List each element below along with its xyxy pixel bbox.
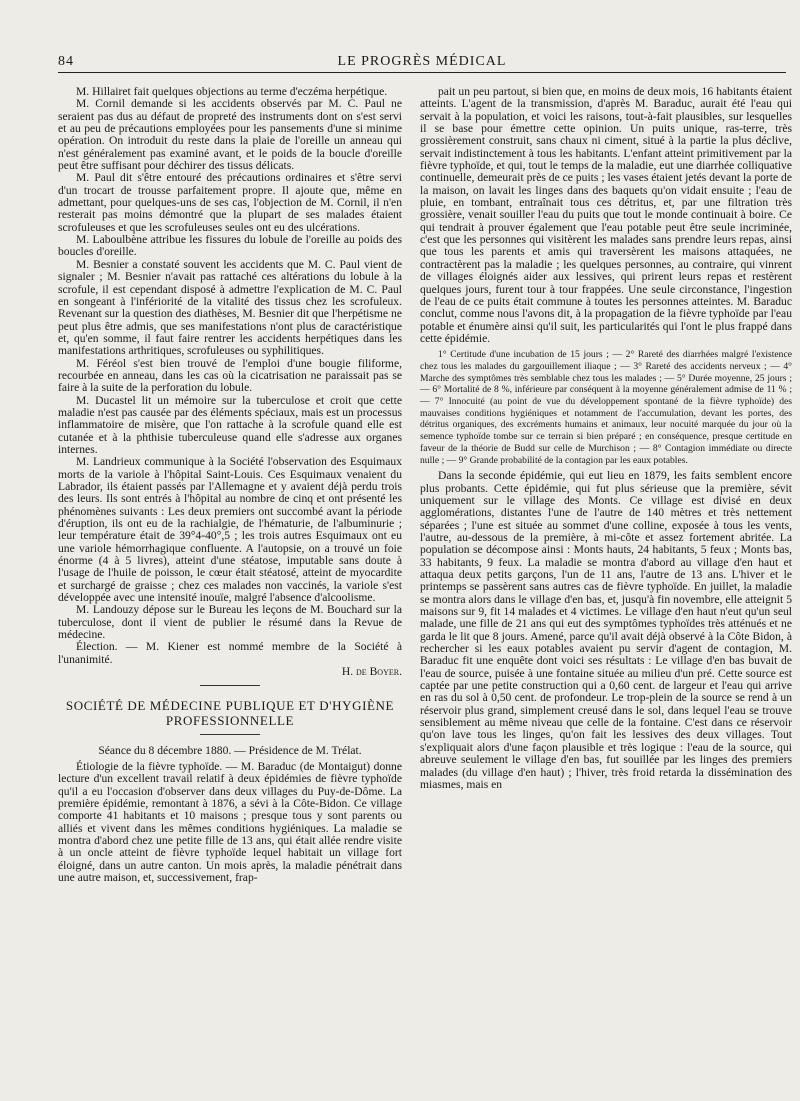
page-number: 84 <box>58 54 74 69</box>
paragraph: M. Féréol s'est bien trouvé de l'emploi d'une bougie filiforme, recourbée en anneau, dans les cas où la cicatrisation ne paraissait pas se faire à la suite de la perforation du lobule. <box>58 356 402 395</box>
paragraph: M. Landrieux communique à la Société l'observation des Esquimaux morts de la variole à l'hôpital Saint-Louis. Ces Esquimaux venaient du Labrador, ils étaient passés par l'Allemagne et y avaient déjà perdu trois des leurs. Ils sont entrés à l'hôpital au nombre de cinq et ont présenté les phénomènes suivants : Les deux premiers ont succombé avant la période d'éruption, ils ont eu de la rachialgie, de l'hématurie, de l'albuminurie ; leur température était de 39°4-40°,5 ; les trois autres Esquimaux ont eu une variole hémorrhagique confluente. A l'autopsie, on a trouvé un foie énorme (4 à 5 livres), atteint d'une stéatose, imputable sans doute à l'usage de l'huile de poisson, le cœur était stéatosé, atteint de myocardite et surchargé de graisse ; chez ces malades non vaccinés, la variole s'est développée avec une intensité inouïe, malgré l'absence d'alcoolisme. <box>58 455 402 605</box>
left-column <box>58 86 402 884</box>
paragraph: M. Laboulbène attribue les fissures du lobule de l'oreille au poids des boucles d'oreille. <box>58 233 402 259</box>
signature-line <box>58 666 402 678</box>
signature: H. de Boyer. <box>341 665 402 679</box>
divider <box>200 734 260 735</box>
running-header <box>58 50 786 73</box>
journal-title: LE PROGRÈS MÉDICAL <box>337 54 507 69</box>
paragraph: Étiologie de la fièvre typhoïde. — M. Baraduc (de Montaigut) donne lecture d'un excellent travail relatif à deux épidémies de fièvre typhoïde qu'il a eu l'occasion d'observer dans deux villages du Puy-de-Dôme. La première épidémie, remontant à 1876, a sévi à la Côte-Bidon. Ce village comporte 41 habitants et 10 maisons ; presque tous y sont parents ou alliés et vivent dans les mêmes conditions hygiéniques. La maladie se montra d'abord chez une petite fille de 13 ans, qui était allée rendre visite à un oncle atteint de fièvre typhoïde lequel habitait un village fort éloigné, dans un autre canton. Un mois après, la maladie pénétrait dans une autre maison, et, successivement, frap- <box>58 759 402 884</box>
paragraph: M. Cornil demande si les accidents observés par M. C. Paul ne seraient pas dus au défaut de propreté des instruments dont on s'est servi et au peu de précautions employées pour les pansements d'une si minime opération. On introduit du reste dans la plaie de l'oreille un anneau qui n'est généralement pas examiné avant, et le poids de la boucle d'oreille peut être suffisant pour déchirer des tissus délicats. <box>58 97 402 173</box>
footnote-list: 1° Certitude d'une incubation de 15 jours ; — 2° Rareté des diarrhées malgré l'existence chez tous les malades du gargouillement iliaque ; — 3° Rareté des accidents nerveux ; — 4° Marche des symptômes très semblable chez tous les malades ; — 5° Durée moyenne, 25 jours ; — 6° Mortalité de 8 %, inférieure par conséquent à la moyenne généralement admise de 11 % ; — 7° Innocuité (au point de vue du développement spontané de la fièvre typhoïde) des mauvaises conditions hygiéniques et notamment de l'accumulation, devant les portes, des détritus organiques, des excréments humains et animaux, leur nocuité marquée du jour où la semence typhoïde tombe sur ce terrain si bien préparé ; en conséquence, presque certitude en faveur de la théorie de Budd sur celle de Murchison ; — 8° Contagion immédiate ou directe nulle ; — 9° Grande probabilité de la contagion par les eaux potables. <box>420 349 792 466</box>
paragraph: M. Ducastel lit un mémoire sur la tuberculose et croit que cette maladie n'est pas causée par des éléments spéciaux, mais est un processus inflammatoire de misère, que l'on rattache à la scrofule quand elle est cutanée et à la phthisie tuberculeuse quand elle s'adresse aux organes internes. <box>58 393 402 456</box>
paragraph: Dans la seconde épidémie, qui eut lieu en 1879, les faits semblent encore plus probants. Cette épidémie, qui fut plus sérieuse que la première, sévit uniquement sur le village des Monts. Ce village est divisé en deux agglomérations, distantes l'une de l'autre de 140 mètres et très nettement séparées ; l'une est située au sommet d'une colline, exposée à tous les vents, l'autre, au-dessous de la première, à mi-côte et assez fortement abritée. La population se décompose ainsi : Monts hauts, 24 habitants, 5 feux ; Monts bas, 33 habitants, 9 feux. La maladie se montra d'abord au village d'en haut et attaqua deux petits garçons, l'un de 11 ans, l'autre de 13 ans. L'hiver et le printemps se passèrent sans autres cas de fièvre typhoïde. En juillet, la maladie se montra alors dans le village d'en bas, et, jusqu'à fin novembre, elle atteignit 5 maisons sur 9, fit 14 malades et 4 victimes. Le village d'en haut n'eut qu'un seul malade, une fille de 21 ans qui eut des symptômes typhoïdes très atténués et ne garda le lit que 8 jours. Amené, parce qu'il avait déjà observé à la Côte Bidon, à rechercher si les eaux potables avaient pu servir d'agent de contagion, M. Baraduc fit une enquête dont voici ses résultats : Le village d'en bas buvait de l'eau de source, puisée à une fontaine située au milieu d'un pré. Cette source est captée par une petite construction qui a 0,60 cent. de largeur et l'eau qui arrive en ras du sol à 0,50 cent. de profondeur. Le trop-plein de la source se rend à un réservoir plus grand, simplement creusé dans le sol, dans lequel l'eau se trouve sensiblement au même niveau que celle de la fontaine. C'est dans ce réservoir qu'on lave tous les linges, qu'on fait les lessives des deux villages. Tout s'expliquait alors d'une façon plausible et très logique : l'eau de la source, qui abreuve seulement le village d'en bas, fut souillée par les linges des premiers malades (du village d'en haut) ; l'hiver, très froid retarda la dissémination des miasmes, mais en <box>420 469 792 791</box>
right-column <box>420 86 792 791</box>
divider <box>200 685 260 686</box>
paragraph: M. Paul dit s'être entouré des précautions ordinaires et s'être servi d'un trocart de trousse parfaitement propre. Il ajoute que, même en admettant, pour quelques-uns de ses cas, l'objection de M. Cornil, il n'en resterait pas moins démontré que la plupart de ses malades étaient scrofuleuses et que les scrofuleuses seules ont eu des ulcérations. <box>58 171 402 234</box>
section-title: SOCIÉTÉ DE MÉDECINE PUBLIQUE ET D'HYGIÈNE PROFESSIONNELLE <box>65 697 395 728</box>
paragraph: M. Hillairet fait quelques objections au terme d'eczéma herpétique. <box>76 85 388 98</box>
session-line: Séance du 8 décembre 1880. — Présidence de M. Trélat. <box>98 743 362 757</box>
paragraph: M. Landouzy dépose sur le Bureau les leçons de M. Bouchard sur la tuberculose, dont il vient de publier le résumé dans la Revue de médecine. <box>58 603 402 642</box>
paragraph: Élection. — M. Kiener est nommé membre de la Société à l'unanimité. <box>58 640 402 666</box>
paragraph: pait un peu partout, si bien que, en moins de deux mois, 16 habitants étaient atteints. L'agent de la transmission, d'après M. Baraduc, aurait été l'eau qui servait à la population, et voici les raisons, tout-à-fait plausibles, sur lesquelles il se base pour émettre cette opinion. Un puits unique, ras-terre, très grossièrement construit, sans chaux ni ciment, situé à la partie la plus déclive, servait indistinctement à tous les habitants. L'enfant atteint primitivement par la fièvre typhoïde, et qui, tout le temps de la maladie, eut une diarrhée colliquative continuelle, demeurait près de ce puits ; les vases étaient jetés devant la porte de la maison, on lavait les linges dans des baquets qu'on vidait ensuite ; l'eau de pluie, en tombant, entraînait tous ces détritus, et, par une filtration très grossière, venait souiller l'eau du puits que tout le monde continuait à boire. Ce qui tendrait à prouver également que l'eau potable peut être seule incriminée, c'est que les personnes qui visitèrent les malades sans prendre leurs repas, ainsi que tous les parents et amis qui traversèrent les maisons attaquées, ne contractèrent pas la maladie ; les quelques personnes, au contraire, qui vinrent de villages éloignés aider aux lessives, qui prirent leurs repas et restèrent quelques jours, furent tour à tour frappées. Une seule circonstance, l'ingestion de l'eau de ce puits était commune à toutes les personnes atteintes. M. Baraduc conclut, comme nous l'avons dit, à la propagation de la fièvre typhoïde par l'eau potable et énumère ainsi qu'il suit, les particularités qui l'ont le plus frappé dans cette épidémie. <box>420 85 792 345</box>
paragraph: M. Besnier a constaté souvent les accidents que M. C. Paul vient de signaler ; M. Besnier n'avait pas rattaché ces altérations du lobule à la scrofule, il est cependant disposé à admettre l'explication de M. C. Paul en songeant à l'infériorité de la vitalité des tissus chez les scrofuleux. Revenant sur la question des diathèses, M. Besnier dit que l'herpétisme ne peut plus être admis, que ses manifestations n'ont plus de caractéristique et, qu'en somme, il faut faire rentrer les accidents herpétiques dans les manifestations arthritiques, scrofuleuses ou syphilitiques. <box>58 257 402 358</box>
